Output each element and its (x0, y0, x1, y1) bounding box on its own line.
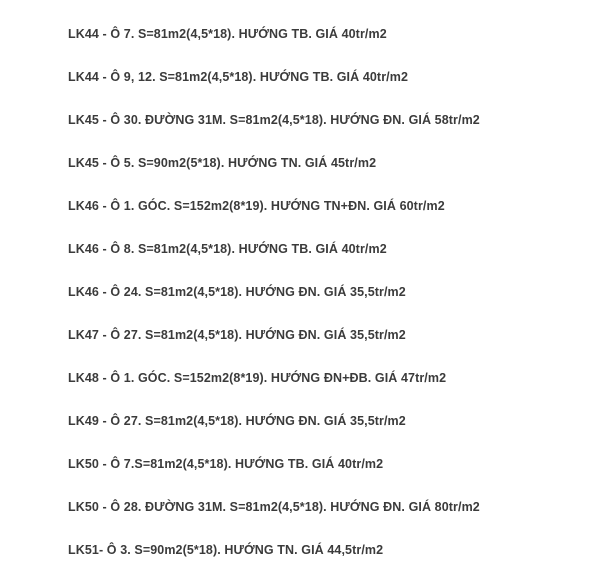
list-item (0, 141, 600, 184)
listing-line-text: LK45 - Ô 5. S=90m2(5*18). HƯỚNG TN. GIÁ 45tr/m2 (68, 155, 377, 170)
list-item (0, 98, 600, 141)
list-item (0, 399, 600, 442)
listing-line-text: LK48 - Ô 1. GÓC. S=152m2(8*19). HƯỚNG ĐN+ĐB. GIÁ 47tr/m2 (68, 370, 447, 385)
list-item (0, 485, 600, 528)
listing-line-text: LK46 - Ô 8. S=81m2(4,5*18). HƯỚNG TB. GIÁ 40tr/m2 (68, 241, 387, 256)
list-item (0, 270, 600, 313)
list-item (0, 313, 600, 356)
listing-line-text: LK47 - Ô 27. S=81m2(4,5*18). HƯỚNG ĐN. GIÁ 35,5tr/m2 (68, 327, 406, 342)
listing-line-text: LK46 - Ô 24. S=81m2(4,5*18). HƯỚNG ĐN. GIÁ 35,5tr/m2 (68, 284, 406, 299)
listing-line-text: LK44 - Ô 7. S=81m2(4,5*18). HƯỚNG TB. GIÁ 40tr/m2 (68, 26, 387, 41)
list-item (0, 528, 600, 571)
list-item (0, 356, 600, 399)
listing-line-text: LK50 - Ô 7.S=81m2(4,5*18). HƯỚNG TB. GIÁ 40tr/m2 (68, 456, 384, 471)
list-item (0, 227, 600, 270)
listing-line-text: LK49 - Ô 27. S=81m2(4,5*18). HƯỚNG ĐN. GIÁ 35,5tr/m2 (68, 413, 406, 428)
list-item (0, 442, 600, 485)
listing-line-text: LK45 - Ô 30. ĐƯỜNG 31M. S=81m2(4,5*18). HƯỚNG ĐN. GIÁ 58tr/m2 (68, 112, 480, 127)
listing-line-text: LK51- Ô 3. S=90m2(5*18). HƯỚNG TN. GIÁ 44,5tr/m2 (68, 542, 384, 557)
listing-line-text: LK50 - Ô 28. ĐƯỜNG 31M. S=81m2(4,5*18). HƯỚNG ĐN. GIÁ 80tr/m2 (68, 499, 480, 514)
list-item (0, 55, 600, 98)
listing-line-text: LK44 - Ô 9, 12. S=81m2(4,5*18). HƯỚNG TB. GIÁ 40tr/m2 (68, 69, 408, 84)
list-item (0, 12, 600, 55)
listing-line-text: LK46 - Ô 1. GÓC. S=152m2(8*19). HƯỚNG TN+ĐN. GIÁ 60tr/m2 (68, 198, 445, 213)
list-item (0, 184, 600, 227)
